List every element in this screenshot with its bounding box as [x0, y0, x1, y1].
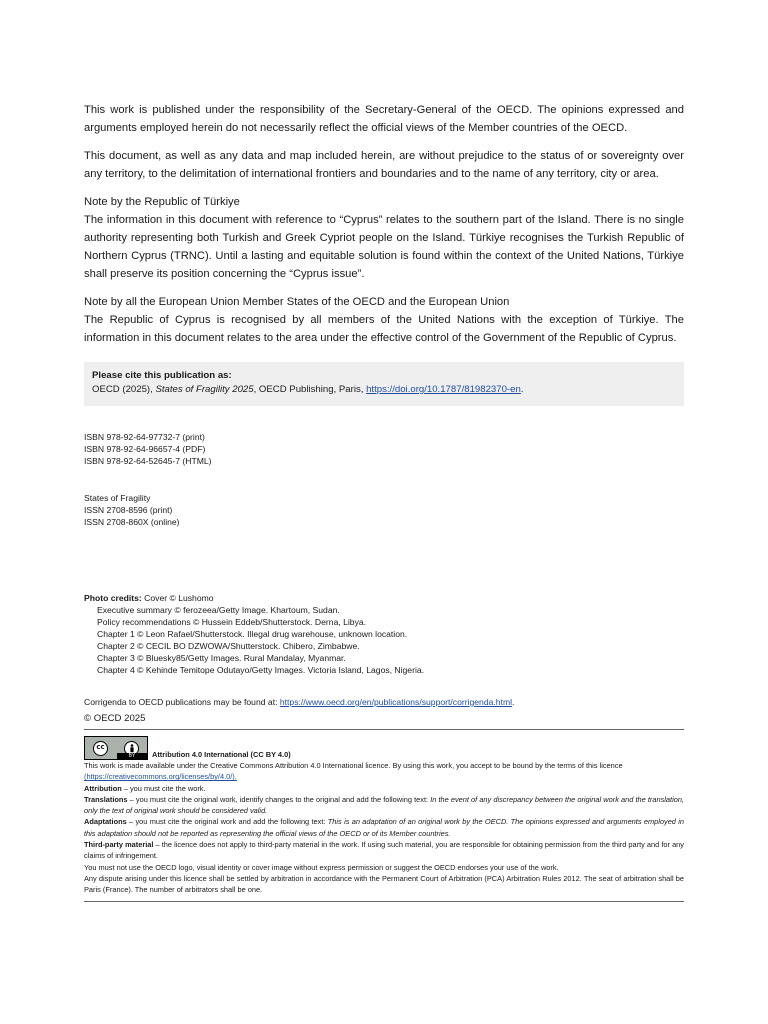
series-title: States of Fragility	[84, 493, 151, 503]
turkiye-note-heading: Note by the Republic of Türkiye	[84, 196, 240, 208]
disclaimer-paragraph-2: This document, as well as any data and map included herein, are without prejudice to the status of or sovereignty over any territory, to the delimitation of international frontiers and boundaries and to the name of any territory, city or area.	[84, 150, 684, 180]
citation-title: Please cite this publication as:	[92, 370, 232, 381]
attribution-text: – you must cite the work.	[121, 783, 206, 793]
credit-item: Executive summary © ferozeea/Getty Image. Khartoum, Sudan.	[97, 605, 340, 615]
licence-third-party	[84, 839, 684, 862]
credit-item: Chapter 2 © CECIL BO DZWOWA/Shutterstock. Chibero, Zimbabwe.	[97, 641, 360, 651]
citation-publisher: , OECD Publishing, Paris,	[253, 384, 367, 395]
licence-logo-note: You must not use the OECD logo, visual identity or cover image without express permission or suggest the OECD endorses your use of the work.	[84, 862, 559, 872]
cc-by-badge-icon	[84, 736, 148, 760]
photo-credits-label: Photo credits:	[84, 593, 142, 603]
turkiye-note-text: The information in this document with reference to “Cyprus” relates to the southern part of the Island. There is no single authority representing both Turkish and Greek Cypriot people on the Island. Türkiye recognises the Turkish Republic of Northern Cyprus (TRNC). Until a lasting and equitable solution is found within the context of the United Nations, Türkiye shall preserve its position concerning the “Cyprus issue”.	[84, 214, 684, 280]
licence-attribution	[84, 783, 684, 794]
photo-credits	[84, 592, 684, 676]
licence-block	[84, 736, 684, 896]
citation-box	[84, 362, 684, 406]
bottom-divider	[84, 901, 684, 902]
corrigenda-suffix: .	[512, 697, 515, 707]
credit-item: Policy recommendations © Hussein Eddeb/Shutterstock. Derna, Libya.	[97, 617, 367, 627]
adaptations-text: – you must cite the original work and add the following text:	[126, 817, 328, 827]
isbn-print: ISBN 978-92-64-97732-7 (print)	[84, 432, 205, 442]
licence-translations	[84, 794, 684, 817]
disclaimer-paragraph-1: This work is published under the responsibility of the Secretary-General of the OECD. The opinions expressed and arguments employed herein do not necessarily reflect the official views of the Member countries of the OECD.	[84, 104, 684, 134]
citation-book-title: States of Fragility 2025	[155, 384, 254, 395]
citation-text	[92, 383, 676, 397]
photo-credits-cover	[84, 592, 684, 604]
third-party-label: Third-party material	[84, 840, 154, 850]
corrigenda-note	[84, 696, 684, 708]
licence-title: Attribution 4.0 International (CC BY 4.0)	[152, 749, 291, 759]
isbn-pdf: ISBN 978-92-64-96657-4 (PDF)	[84, 444, 206, 454]
copyright-page	[84, 101, 684, 902]
licence-link[interactable]: (https://creativecommons.org/licenses/by/4.0/).	[84, 772, 237, 782]
photo-credits-cover-text: Cover © Lushomo	[141, 593, 214, 603]
divider	[84, 729, 684, 730]
issn-print: ISSN 2708-8596 (print)	[84, 505, 173, 515]
translations-text: – you must cite the original work, identify changes to the original and add the following text:	[127, 794, 431, 804]
issn-online: ISSN 2708-860X (online)	[84, 517, 180, 527]
citation-prefix: OECD (2025),	[92, 384, 156, 395]
eu-note-heading: Note by all the European Union Member States of the OECD and the European Union	[84, 296, 510, 308]
cc-by-label: BY	[117, 753, 147, 759]
eu-note-text: The Republic of Cyprus is recognised by all members of the United Nations with the exception of Türkiye. The information in this document relates to the area under the effective control of the Government of the Republic of Cyprus.	[84, 314, 684, 344]
translations-italic: In the event of any discrepancy between the original work and the translation, only the text of original work should be considered valid.	[84, 794, 684, 816]
credit-item: Chapter 1 © Leon Rafael/Shutterstock. Illegal drug warehouse, unknown location.	[97, 629, 408, 639]
citation-suffix: .	[520, 384, 524, 395]
licence-adaptations	[84, 816, 684, 839]
isbn-html: ISBN 978-92-64-52645-7 (HTML)	[84, 456, 212, 466]
translations-label: Translations	[84, 794, 128, 804]
credit-item: Chapter 3 © Bluesky85/Getty Images. Rural Mandalay, Myanmar.	[97, 653, 346, 663]
licence-badge-row	[84, 736, 684, 760]
third-party-text: – the licence does not apply to third-party material in the work. If using such material, you are responsible for obtaining permission from the third party and for any claims of infringement.	[84, 840, 684, 861]
corrigenda-link[interactable]: https://www.oecd.org/en/publications/support/corrigenda.html	[279, 697, 513, 707]
citation-doi-link[interactable]: https://doi.org/10.1787/81982370-en	[366, 384, 521, 395]
copyright-notice: © OECD 2025	[84, 713, 146, 724]
licence-dispute-note: Any dispute arising under this licence shall be settled by arbitration in accordance with the Permanent Court of Arbitration (PCA) Arbitration Rules 2012. The seat of arbitration shall be Paris (France). The number of arbitrators shall be one.	[84, 873, 684, 895]
corrigenda-text: Corrigenda to OECD publications may be found at:	[84, 697, 280, 707]
isbn-list	[84, 431, 684, 467]
licence-intro: This work is made available under the Creative Commons Attribution 4.0 International licence. By using this work, you accept to be bound by the terms of this licence	[84, 761, 623, 770]
cc-icon: cc	[93, 741, 108, 756]
adaptations-italic: This is an adaptation of an original work by the OECD. The opinions expressed and arguments employed in this adaptation should not be reported as representing the official views of the OECD or of its Member countries.	[84, 817, 684, 838]
series-info	[84, 492, 684, 528]
attribution-label: Attribution	[84, 783, 122, 793]
credit-item: Chapter 4 © Kehinde Temitope Odutayo/Getty Images. Victoria Island, Lagos, Nigeria.	[97, 665, 425, 675]
adaptations-label: Adaptations	[84, 817, 127, 827]
